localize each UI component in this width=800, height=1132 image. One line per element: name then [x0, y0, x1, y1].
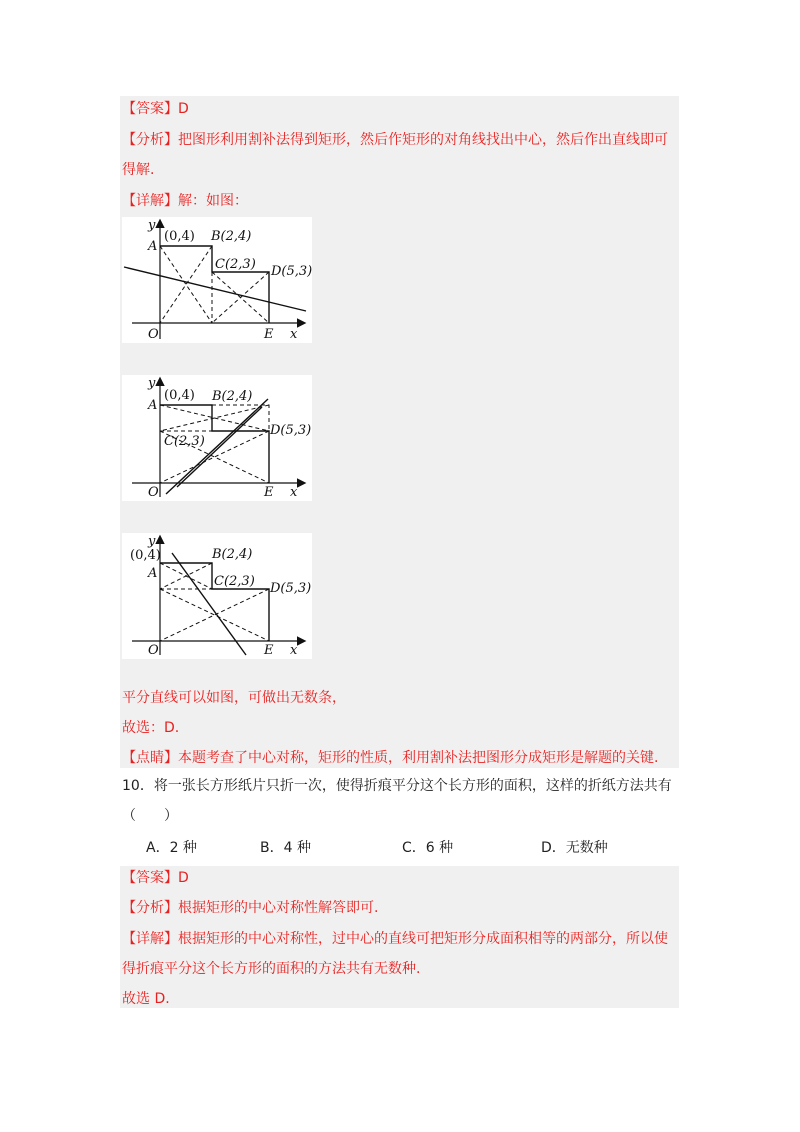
figure-1: [122, 217, 312, 343]
label-a-coord: (0,4): [164, 388, 195, 403]
origin-label: O: [148, 643, 159, 658]
q9-analysis-cont: 得解.: [122, 162, 155, 178]
q10-analysis: 【分析】根据矩形的中心对称性解答即可.: [122, 900, 379, 916]
label-d: D(5,3): [270, 423, 312, 438]
y-axis-label: y: [148, 534, 156, 549]
q9-detail: 【详解】解：如图：: [122, 193, 248, 209]
q10-detail: 【详解】根据矩形的中心对称性，过中心的直线可把矩形分成面积相等的两部分，所以使: [122, 931, 668, 947]
q10-option-c: C．6 种: [402, 840, 454, 856]
label-e: E: [264, 643, 274, 658]
q10-option-b: B．4 种: [260, 840, 311, 856]
label-b: B(2,4): [212, 389, 253, 404]
figure-2: [122, 375, 312, 501]
q9-choose: 故选：D.: [122, 720, 180, 736]
label-e: E: [264, 485, 274, 500]
q9-comment: 【点睛】本题考查了中心对称，矩形的性质，利用割补法把图形分成矩形是解题的关键.: [122, 750, 659, 766]
q10-paren: （ ）: [122, 808, 178, 824]
x-axis-label: x: [290, 643, 298, 658]
q10-choose: 故选 D.: [122, 991, 170, 1007]
label-a-coord: (0,4): [164, 229, 195, 244]
q9-answer: 【答案】D: [122, 101, 189, 117]
q10-option-a: A．2 种: [146, 840, 197, 856]
origin-label: O: [148, 485, 159, 500]
bisector-line: [172, 553, 246, 655]
label-b: B(2,4): [211, 229, 252, 244]
q10-detail-cont: 得折痕平分这个长方形的面积的方法共有无数种.: [122, 961, 421, 977]
label-a: A: [148, 239, 158, 254]
label-c: C(2,3): [164, 434, 205, 449]
label-e: E: [264, 327, 274, 342]
label-c: C(2,3): [214, 574, 255, 589]
label-d: D(5,3): [270, 581, 312, 596]
q9-conclusion: 平分直线可以如图，可做出无数条，: [122, 690, 346, 706]
label-d: D(5,3): [271, 264, 312, 279]
q10-option-d: D．无数种: [541, 840, 608, 856]
label-a: A: [148, 566, 158, 581]
y-axis-label: y: [148, 218, 156, 233]
q9-analysis: 【分析】把图形利用割补法得到矩形，然后作矩形的对角线找出中心，然后作出直线即可: [122, 132, 668, 148]
label-c: C(2,3): [215, 257, 256, 272]
label-a-coord: (0,4): [130, 548, 161, 563]
label-b: B(2,4): [212, 547, 253, 562]
x-axis-label: x: [290, 485, 298, 500]
origin-label: O: [148, 327, 159, 342]
q10-stem: 10．将一张长方形纸片只折一次，使得折痕平分这个长方形的面积，这样的折纸方法共有: [122, 778, 672, 794]
x-axis-label: x: [290, 327, 298, 342]
y-axis-label: y: [148, 376, 156, 391]
label-a: A: [148, 398, 158, 413]
q10-answer: 【答案】D: [122, 870, 189, 886]
figure-3: [122, 533, 312, 659]
